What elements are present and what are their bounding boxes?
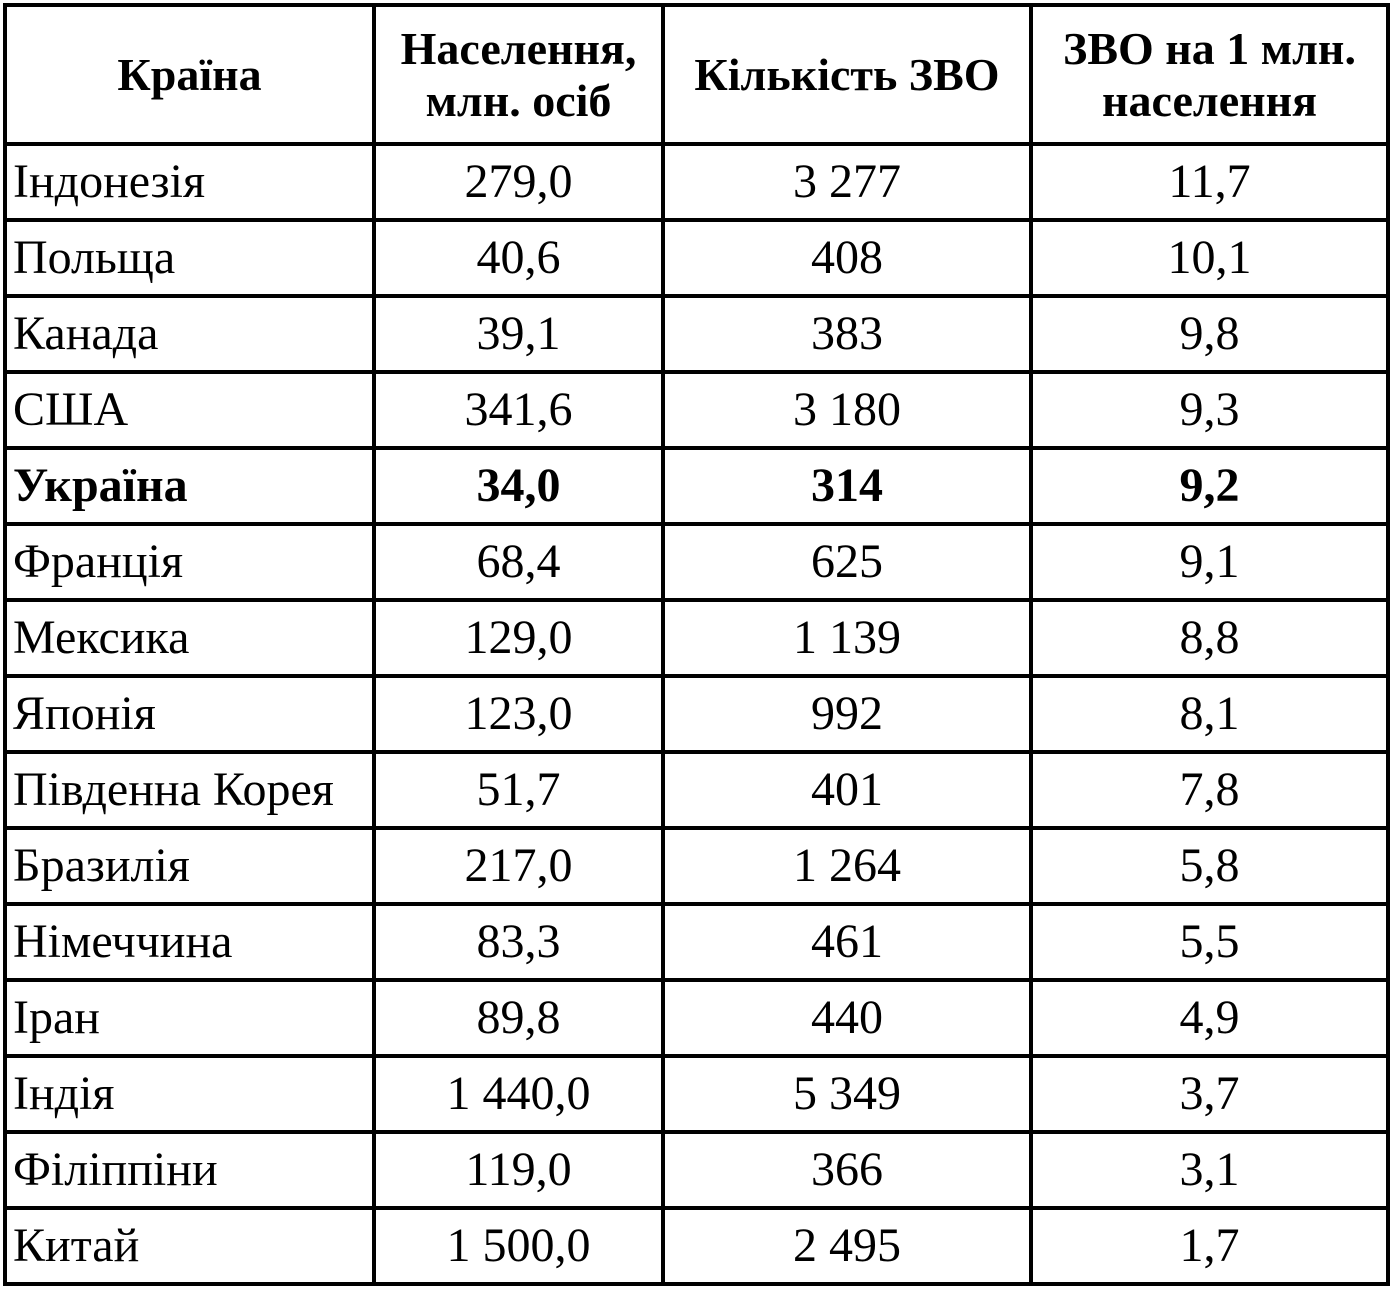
cell-country: Україна	[5, 448, 374, 524]
cell-per-million: 3,1	[1031, 1132, 1388, 1208]
cell-country: Індія	[5, 1056, 374, 1132]
table-row	[5, 676, 1388, 752]
header-country: Країна	[5, 5, 374, 144]
cell-population: 51,7	[374, 752, 663, 828]
cell-institutions: 314	[663, 448, 1031, 524]
table-row	[5, 904, 1388, 980]
cell-institutions: 408	[663, 220, 1031, 296]
cell-population: 119,0	[374, 1132, 663, 1208]
cell-institutions: 401	[663, 752, 1031, 828]
table-row	[5, 980, 1388, 1056]
cell-per-million: 8,8	[1031, 600, 1388, 676]
cell-institutions: 383	[663, 296, 1031, 372]
cell-population: 279,0	[374, 144, 663, 220]
cell-institutions: 3 277	[663, 144, 1031, 220]
table-row	[5, 1208, 1388, 1284]
cell-country: Китай	[5, 1208, 374, 1284]
table-row	[5, 296, 1388, 372]
cell-population: 1 440,0	[374, 1056, 663, 1132]
cell-institutions: 5 349	[663, 1056, 1031, 1132]
cell-country: Польща	[5, 220, 374, 296]
cell-population: 40,6	[374, 220, 663, 296]
header-institutions: Кількість ЗВО	[663, 5, 1031, 144]
cell-population: 217,0	[374, 828, 663, 904]
table-row	[5, 448, 1388, 524]
cell-institutions: 2 495	[663, 1208, 1031, 1284]
cell-country: США	[5, 372, 374, 448]
table-row	[5, 524, 1388, 600]
cell-per-million: 5,5	[1031, 904, 1388, 980]
cell-per-million: 9,3	[1031, 372, 1388, 448]
table-row	[5, 1132, 1388, 1208]
cell-population: 123,0	[374, 676, 663, 752]
cell-country: Франція	[5, 524, 374, 600]
table-row	[5, 1056, 1388, 1132]
cell-per-million: 5,8	[1031, 828, 1388, 904]
cell-population: 341,6	[374, 372, 663, 448]
table-row	[5, 372, 1388, 448]
cell-per-million: 9,1	[1031, 524, 1388, 600]
table-row	[5, 828, 1388, 904]
cell-institutions: 625	[663, 524, 1031, 600]
table-row	[5, 600, 1388, 676]
cell-country: Філіппіни	[5, 1132, 374, 1208]
cell-population: 34,0	[374, 448, 663, 524]
cell-institutions: 1 139	[663, 600, 1031, 676]
cell-population: 39,1	[374, 296, 663, 372]
cell-per-million: 7,8	[1031, 752, 1388, 828]
cell-institutions: 366	[663, 1132, 1031, 1208]
cell-population: 89,8	[374, 980, 663, 1056]
table-row	[5, 220, 1388, 296]
table-row	[5, 144, 1388, 220]
header-row	[5, 5, 1388, 144]
cell-country: Індонезія	[5, 144, 374, 220]
cell-per-million: 9,2	[1031, 448, 1388, 524]
cell-country: Мексика	[5, 600, 374, 676]
cell-per-million: 10,1	[1031, 220, 1388, 296]
cell-country: Південна Корея	[5, 752, 374, 828]
cell-institutions: 461	[663, 904, 1031, 980]
cell-country: Іран	[5, 980, 374, 1056]
cell-country: Канада	[5, 296, 374, 372]
cell-population: 83,3	[374, 904, 663, 980]
cell-institutions: 1 264	[663, 828, 1031, 904]
cell-population: 1 500,0	[374, 1208, 663, 1284]
universities-table	[3, 3, 1390, 1286]
cell-per-million: 4,9	[1031, 980, 1388, 1056]
table-body	[5, 144, 1388, 1284]
cell-institutions: 3 180	[663, 372, 1031, 448]
header-per-million: ЗВО на 1 млн. населення	[1031, 5, 1388, 144]
cell-per-million: 9,8	[1031, 296, 1388, 372]
cell-per-million: 1,7	[1031, 1208, 1388, 1284]
cell-population: 68,4	[374, 524, 663, 600]
table-row	[5, 752, 1388, 828]
cell-country: Японія	[5, 676, 374, 752]
cell-country: Бразилія	[5, 828, 374, 904]
header-population: Населення, млн. осіб	[374, 5, 663, 144]
cell-country: Німеччина	[5, 904, 374, 980]
cell-per-million: 3,7	[1031, 1056, 1388, 1132]
cell-population: 129,0	[374, 600, 663, 676]
cell-institutions: 440	[663, 980, 1031, 1056]
cell-per-million: 11,7	[1031, 144, 1388, 220]
cell-per-million: 8,1	[1031, 676, 1388, 752]
cell-institutions: 992	[663, 676, 1031, 752]
